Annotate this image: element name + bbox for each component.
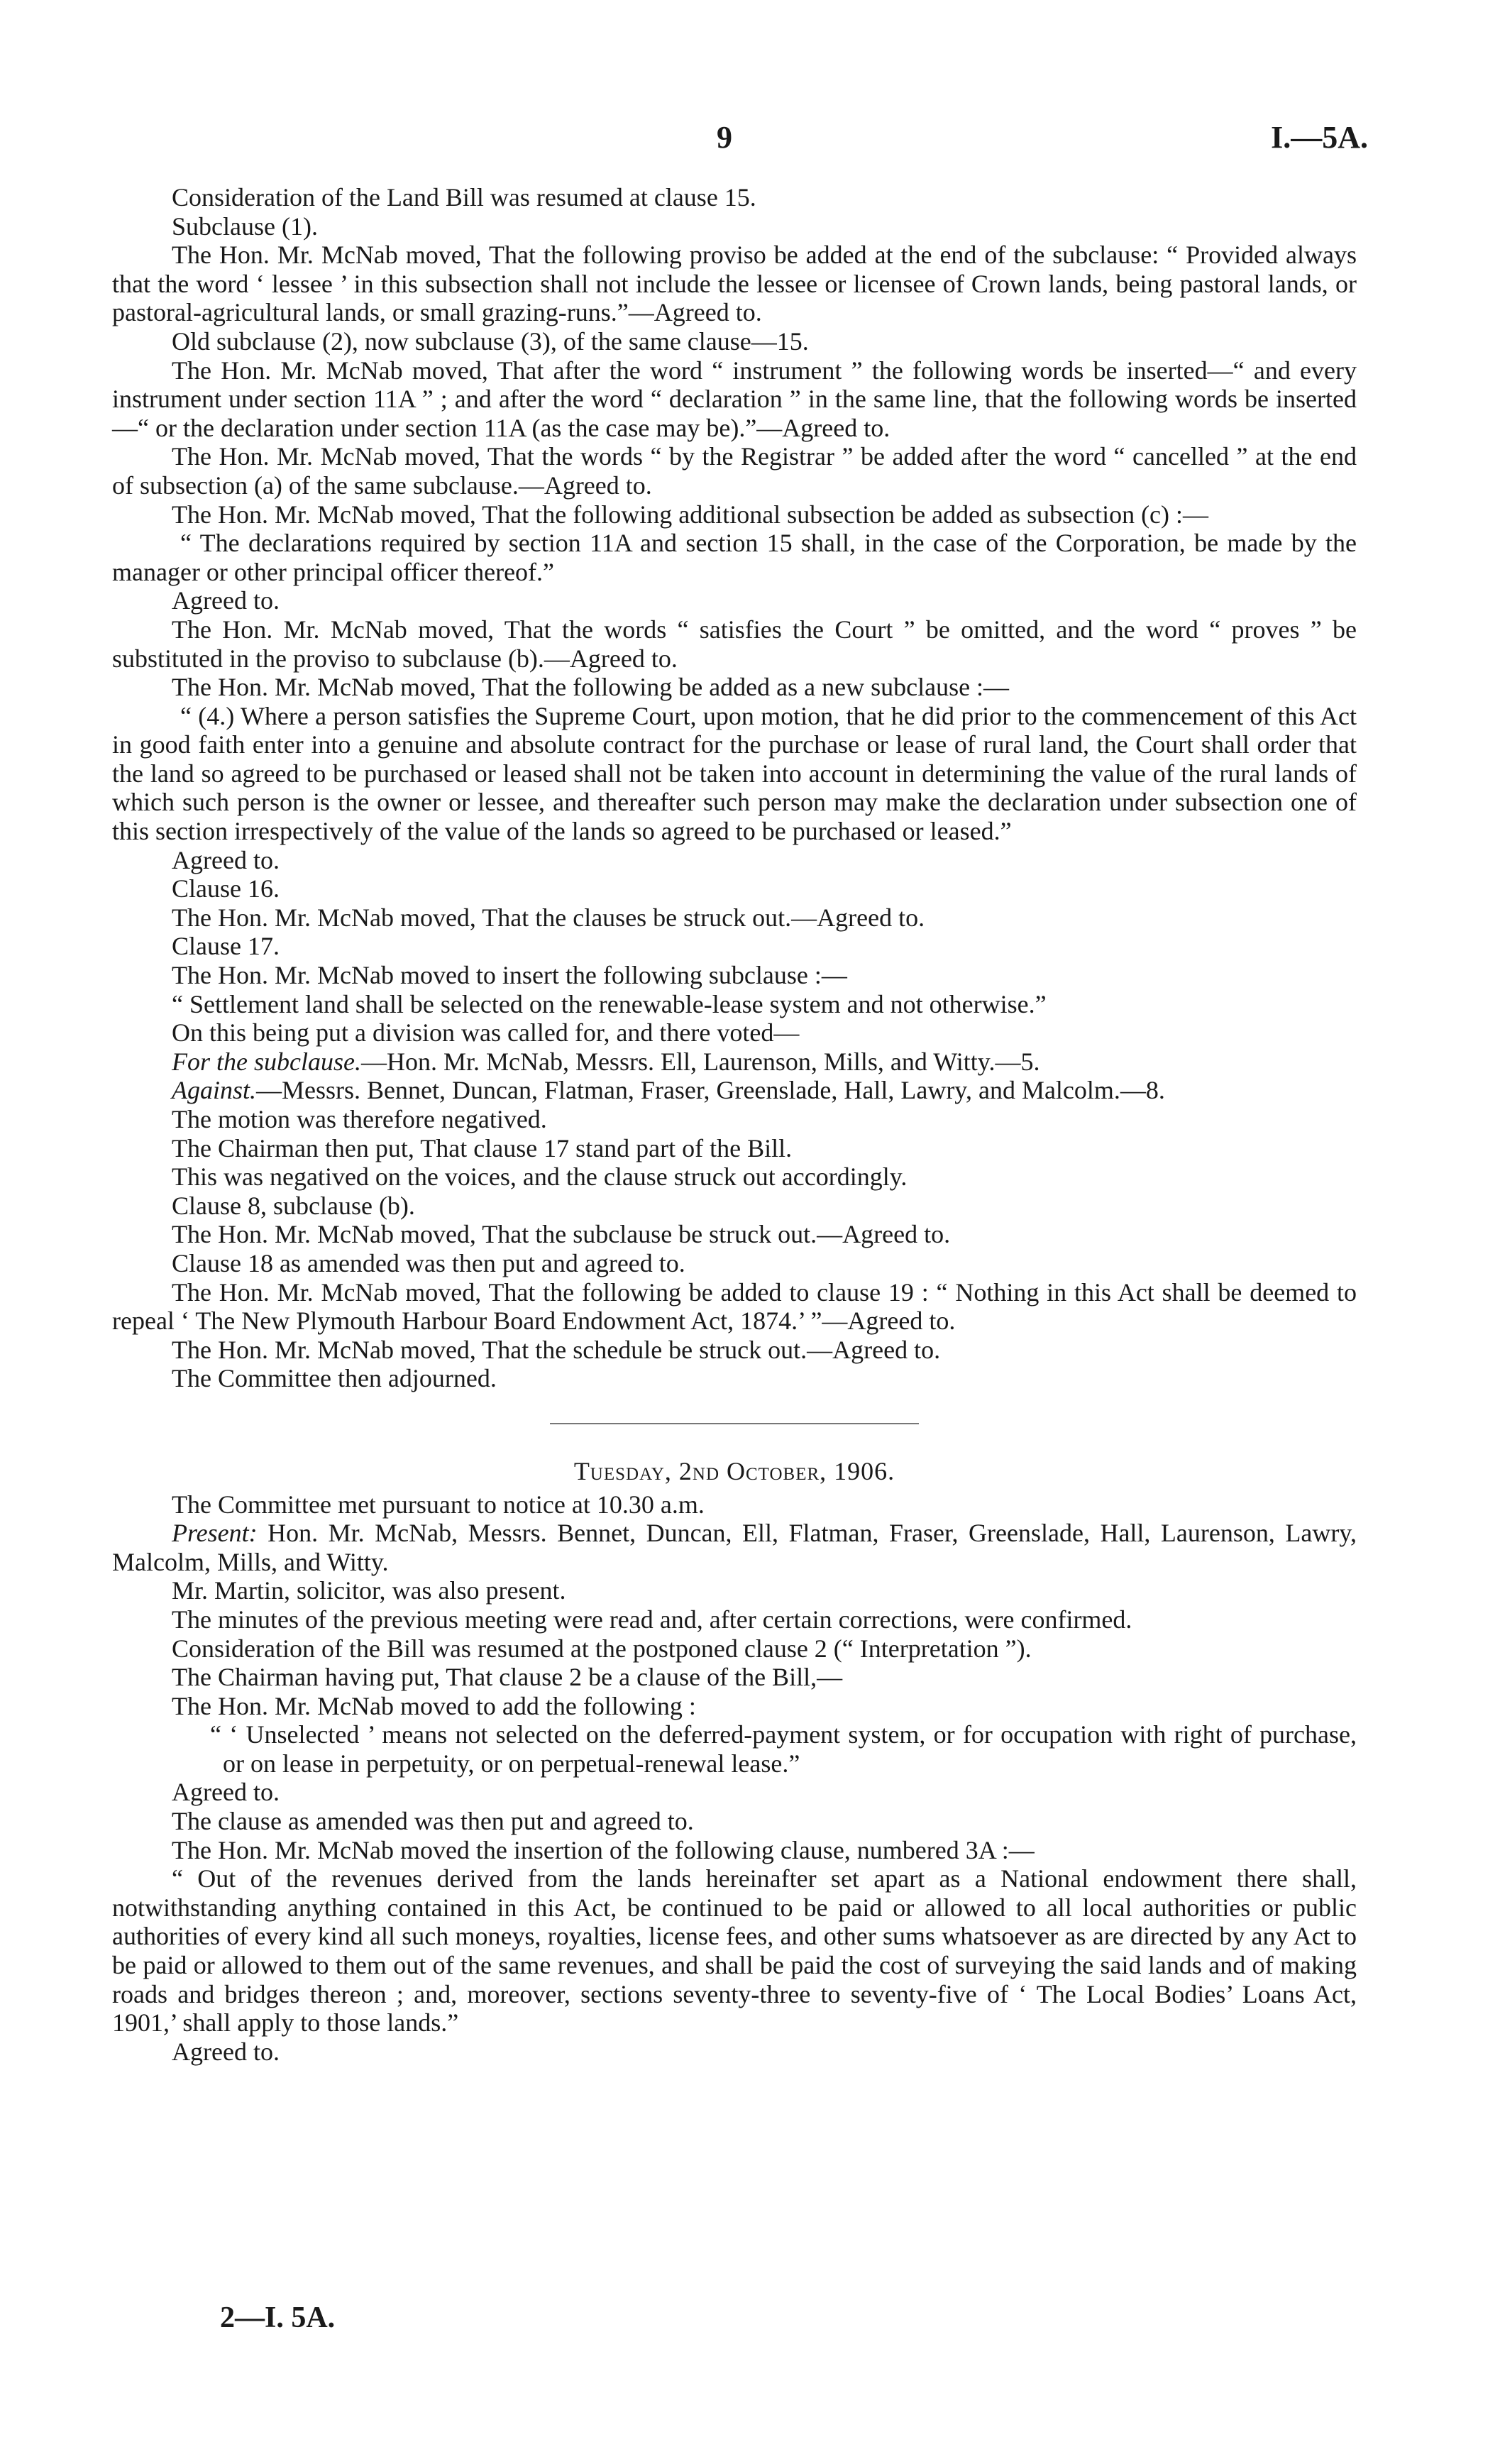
- paragraph: Clause 8, subclause (b).: [172, 1191, 415, 1220]
- paragraph: The Hon. Mr. McNab moved to insert the following subclause :—: [172, 961, 847, 990]
- paragraph: Agreed to.: [172, 586, 280, 615]
- paragraph: The Hon. Mr. McNab moved, That the following proviso be added at the end of the subclause: “ Provided always that the word ‘ lessee ’ in this subsection shall not include the lessee or licensee of Crown lands, being pastoral lands, or pastoral-agricultural lands, or small grazing-runs.”—Agreed to.: [112, 241, 1357, 327]
- vote-against: [112, 1076, 1357, 1105]
- paragraph: The Committee then adjourned.: [172, 1364, 497, 1393]
- paragraph: The Hon. Mr. McNab moved, That the words “ by the Registrar ” be added after the word “ cancelled ” at the end of subsection (a) of the same subclause.—Agreed to.: [112, 442, 1357, 500]
- paragraph: Subclause (1).: [172, 211, 318, 241]
- document-reference: I.—5A.: [1271, 120, 1368, 155]
- quoted-subsection: “ The declarations required by section 11A and section 15 shall, in the case of the Corporation, be made by the manager or other principal officer thereof.”: [112, 529, 1357, 586]
- paragraph: Consideration of the Bill was resumed at the postponed clause 2 (“ Interpretation ”).: [172, 1634, 1032, 1663]
- vote-for-label: For the subclause.: [172, 1047, 361, 1076]
- paragraph: Agreed to.: [172, 845, 280, 874]
- page-number: 9: [717, 120, 732, 155]
- paragraph: Old subclause (2), now subclause (3), of the same clause—15.: [172, 326, 809, 356]
- paragraph: The Hon. Mr. McNab moved, That the subclause be struck out.—Agreed to.: [172, 1220, 951, 1249]
- date-heading: Tuesday, 2nd October, 1906.: [573, 1456, 895, 1485]
- section-divider: [550, 1423, 919, 1424]
- quoted-subclause: “ Settlement land shall be selected on the renewable-lease system and not otherwise.”: [172, 989, 1047, 1018]
- paragraph: This was negatived on the voices, and the clause struck out accordingly.: [172, 1162, 908, 1192]
- paragraph: Consideration of the Land Bill was resumed at clause 15.: [172, 183, 756, 211]
- present-list: [112, 1519, 1357, 1576]
- paragraph: The Hon. Mr. McNab moved the insertion of the following clause, numbered 3A :—: [172, 1835, 1035, 1864]
- paragraph: The Hon. Mr. McNab moved, That the words “ satisfies the Court ” be omitted, and the word “ proves ” be substituted in the proviso to subclause (b).—Agreed to.: [112, 615, 1357, 673]
- present-label: Present:: [172, 1519, 258, 1548]
- paragraph: Agreed to.: [172, 2037, 280, 2066]
- signature-reference: 2—I. 5A.: [220, 2301, 336, 2334]
- paragraph: Agreed to.: [172, 1778, 280, 1807]
- paragraph: Clause 17.: [172, 932, 280, 961]
- paragraph: Clause 16.: [172, 874, 280, 903]
- paragraph: The Chairman having put, That clause 2 be a clause of the Bill,—: [172, 1663, 843, 1692]
- vote-for-names: —Hon. Mr. McNab, Messrs. Ell, Laurenson, Mills, and Witty.—5.: [360, 1047, 1040, 1076]
- definition-quote: “ ‘ Unselected ’ means not selected on the deferred-payment system, or for occupation with right of purchase, or on lease in perpetuity, or on perpetual-renewal lease.”: [210, 1720, 1357, 1778]
- paragraph: The Hon. Mr. McNab moved, That the following be added as a new subclause :—: [172, 673, 1010, 702]
- paragraph: The clause as amended was then put and agreed to.: [172, 1807, 694, 1836]
- paragraph: The Hon. Mr. McNab moved, That the following be added to clause 19 : “ Nothing in this Act shall be deemed to repeal ‘ The New Plymouth Harbour Board Endowment Act, 1874.’ ”—Agreed to.: [112, 1277, 1357, 1336]
- paragraph: Clause 18 as amended was then put and agreed to.: [172, 1248, 685, 1277]
- paragraph: On this being put a division was called for, and there voted—: [172, 1018, 800, 1047]
- paragraph: The Hon. Mr. McNab moved, That after the word “ instrument ” the following words be inserted—“ and every instrument under section 11A ” ; and after the word “ declaration ” in the same line, that the following words be inserted—“ or the declaration under section 11A (as the case may be).”—Agreed to.: [112, 356, 1357, 442]
- vote-against-names: —Messrs. Bennet, Duncan, Flatman, Fraser, Greenslade, Hall, Lawry, and Malcolm.—8.: [256, 1076, 1165, 1105]
- paragraph: The Hon. Mr. McNab moved to add the following :: [172, 1691, 696, 1720]
- paragraph: Mr. Martin, solicitor, was also present.: [172, 1576, 566, 1605]
- paragraph: The Hon. Mr. McNab moved, That the following additional subsection be added as subsection (c) :—: [172, 500, 1209, 529]
- paragraph: The minutes of the previous meeting were read and, after certain corrections, were confirmed.: [172, 1605, 1132, 1634]
- vote-for: [112, 1047, 1357, 1077]
- paragraph: The Committee met pursuant to notice at 10.30 a.m.: [172, 1490, 705, 1519]
- quoted-subclause: “ (4.) Where a person satisfies the Supreme Court, upon motion, that he did prior to the commencement of this Act in good faith enter into a genuine and absolute contract for the purchase or lease of rural land, the Court shall order that the land so agreed to be purchased or leased shall not be taken into account in determining the value of the rural lands of which such person is the owner or lessee, and thereafter such person may make the declaration under subsection one of this section irrespectively of the value of the lands so agreed to be purchased or leased.”: [112, 701, 1357, 846]
- vote-against-label: Against.: [172, 1076, 257, 1105]
- paragraph: The Chairman then put, That clause 17 stand part of the Bill.: [172, 1133, 793, 1162]
- quoted-clause: “ Out of the revenues derived from the lands hereinafter set apart as a National endowment there shall, notwithstanding anything contained in this Act, be continued to be paid or allowed to all local authorities or public authorities of every kind all such moneys, royalties, license fees, and other sums whatsoever as are directed by any Act to be paid or allowed to them out of the same revenues, and shall be paid the cost of surveying the said lands and of making roads and bridges thereon ; and, moreover, sections seventy-three to seventy-five of ‘ The Local Bodies’ Loans Act, 1901,’ shall apply to those lands.”: [112, 1864, 1357, 2037]
- paragraph: The motion was therefore negatived.: [172, 1105, 547, 1133]
- paragraph: The Hon. Mr. McNab moved, That the schedule be struck out.—Agreed to.: [172, 1335, 941, 1364]
- present-names: Hon. Mr. McNab, Messrs. Bennet, Duncan, Ell, Flatman, Fraser, Greenslade, Hall, Laurenson, Lawry, Malcolm, Mills, and Witty.: [112, 1519, 1357, 1576]
- paragraph: The Hon. Mr. McNab moved, That the clauses be struck out.—Agreed to.: [172, 903, 925, 932]
- document-body: [112, 183, 1357, 2066]
